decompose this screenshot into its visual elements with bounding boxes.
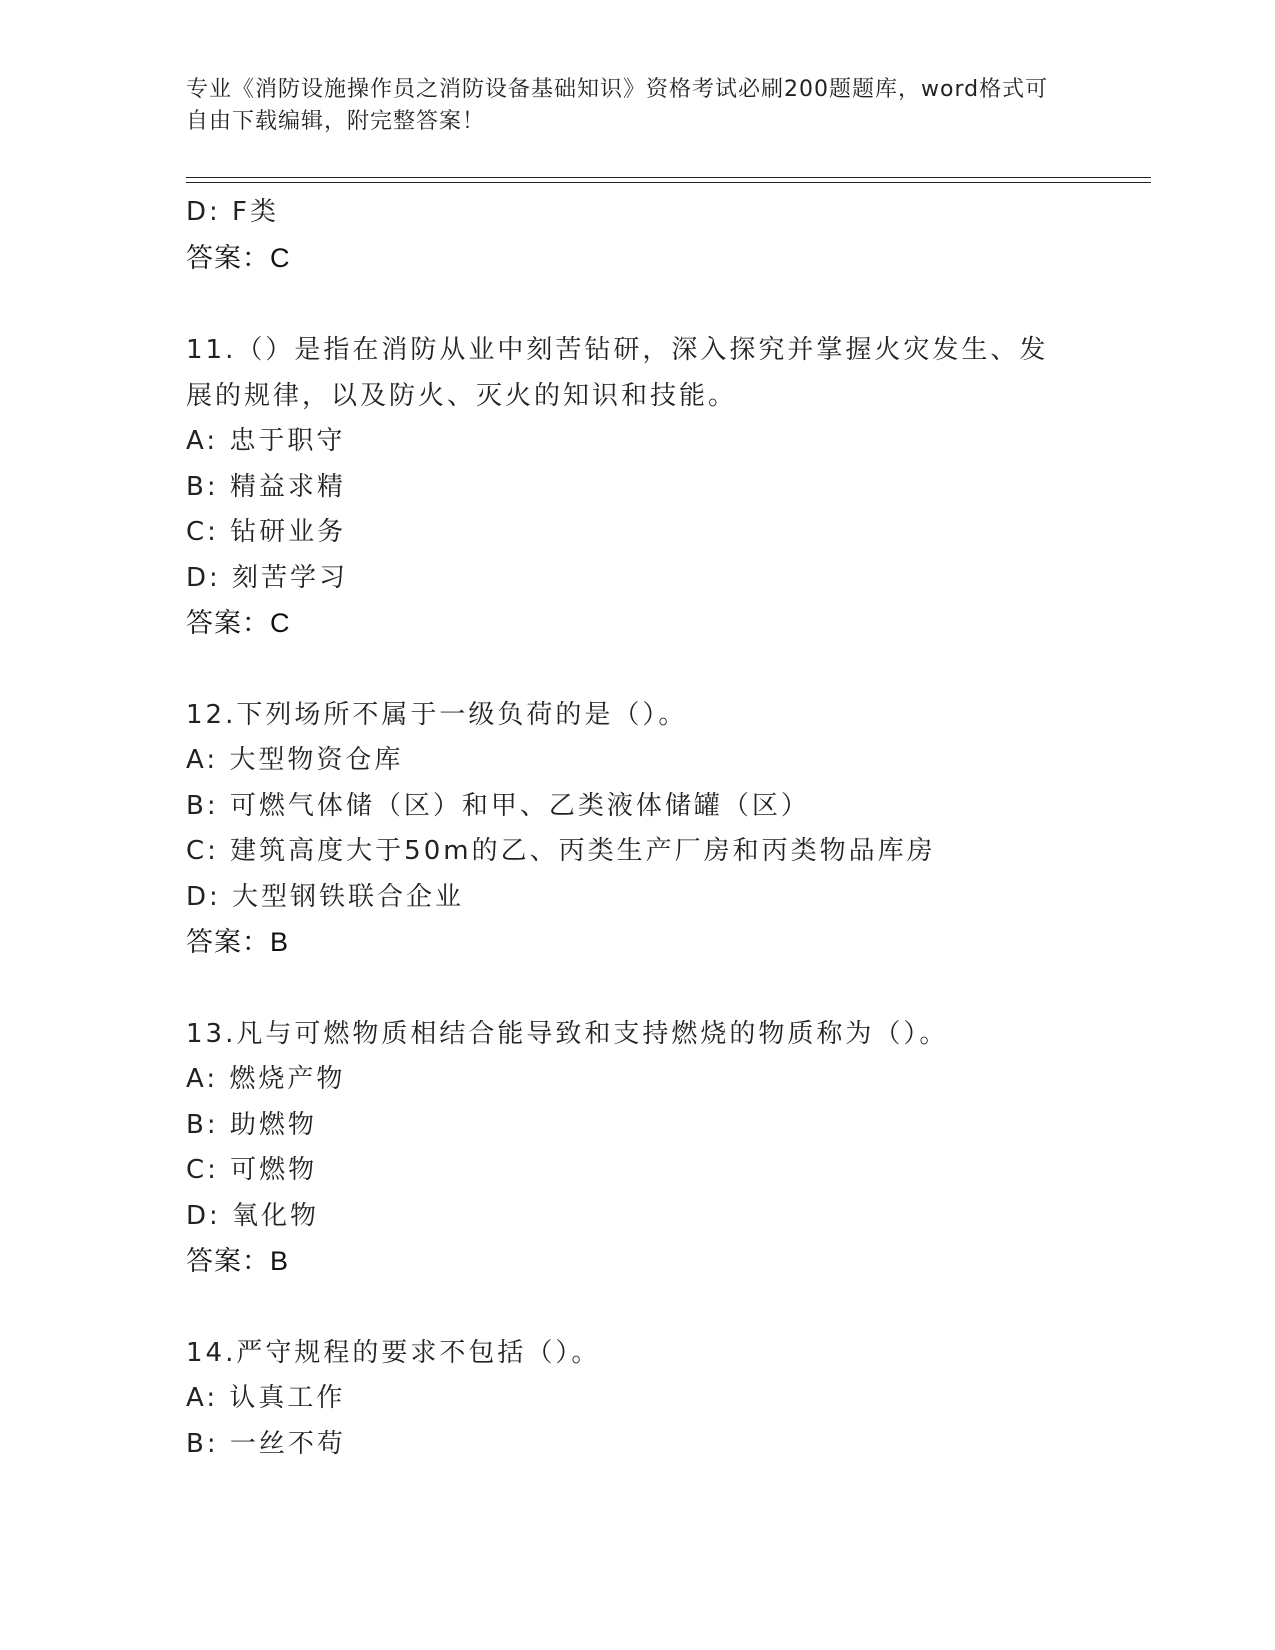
- option-b: B: 一丝不苟: [186, 1428, 346, 1459]
- option-b: B: 助燃物: [186, 1109, 317, 1140]
- option-c: C: 可燃物: [186, 1155, 318, 1185]
- document-header: [186, 74, 1066, 138]
- answer-line: 答案：B: [186, 1246, 290, 1276]
- option-d: D: 刻苦学习: [186, 562, 349, 593]
- question-stem: 14.严守规程的要求不包括（）。: [186, 1337, 601, 1368]
- option-d: D: F类: [186, 197, 280, 227]
- question-stem: 11.（）是指在消防从业中刻苦钻研，深入探究并掌握火灾发生、发展的规律，以及防火、灭火的知识和技能。: [186, 335, 1049, 411]
- header-divider: [186, 182, 1151, 183]
- header-text: 专业《消防设施操作员之消防设备基础知识》资格考试必刷200题题库，word格式可自由下载编辑，附完整答案！: [186, 77, 1049, 134]
- option-a: A: 大型物资仓库: [186, 745, 404, 775]
- answer-line: 答案：C: [186, 242, 291, 273]
- option-d: D: 氧化物: [186, 1200, 320, 1231]
- option-a: A: 认真工作: [186, 1383, 346, 1413]
- question-stem: 12.下列场所不属于一级负荷的是（）。: [186, 699, 688, 730]
- answer-line: 答案：C: [186, 608, 291, 638]
- option-b: B: 精益求精: [186, 471, 346, 502]
- question-list: [186, 190, 1086, 1467]
- option-c: C: 建筑高度大于50m的乙、丙类生产厂房和丙类物品库房: [186, 836, 936, 866]
- option-a: A: 忠于职守: [186, 426, 346, 456]
- option-b: B: 可燃气体储（区）和甲、乙类液体储罐（区）: [186, 790, 810, 821]
- header-divider: [186, 177, 1151, 178]
- option-a: A: 燃烧产物: [186, 1064, 346, 1094]
- question-stem: 13.凡与可燃物质相结合能导致和支持燃烧的物质称为（）。: [186, 1018, 949, 1049]
- answer-line: 答案：B: [186, 927, 290, 957]
- option-c: C: 钻研业务: [186, 517, 347, 547]
- option-d: D: 大型钢铁联合企业: [186, 881, 465, 912]
